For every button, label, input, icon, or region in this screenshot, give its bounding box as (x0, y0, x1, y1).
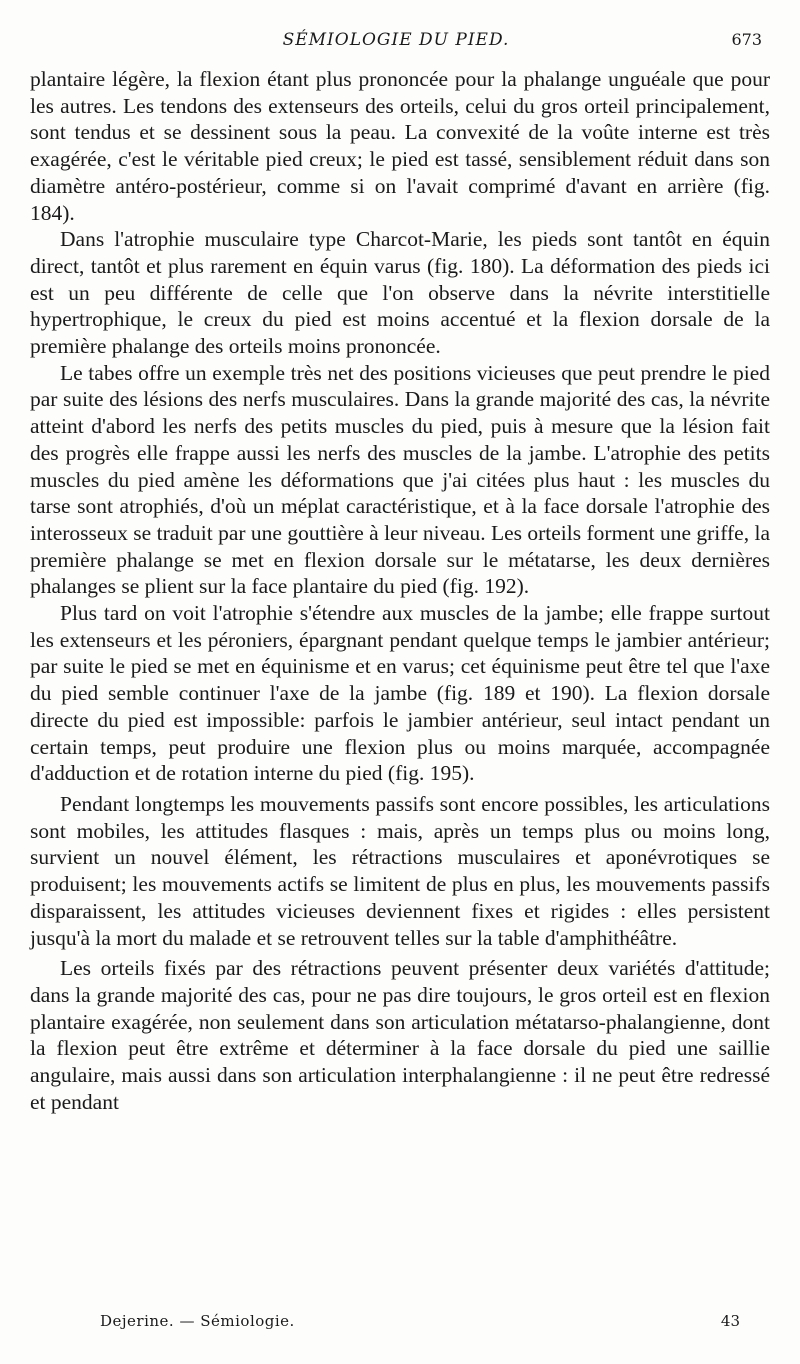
paragraph-2: Dans l'atrophie musculaire type Charcot-Marie, les pieds sont tantôt en équin direct, tantôt et plus rarement en équin varus (fig. 180). La déformation des pieds ici est un peu différente de celle que l'on observe dans la névrite interstitielle hypertrophique, le creux du pied est moins accentué et la flexion dorsale de la première phalange des orteils moins prononcée. (30, 227, 770, 359)
paragraph-5: Pendant longtemps les mouvements passifs sont encore possibles, les articulations sont mobiles, les attitudes flasques : mais, après un temps plus ou moins long, survient un nouvel élément, les rétractions musculaires et aponévrotiques se produisent; les mouvements actifs se limitent de plus en plus, les mouvements passifs disparaissent, les attitudes vicieuses deviennent fixes et rigides : elles persistent jusqu'à la mort du malade et se retrouvent telles sur la table d'amphithéâtre. (30, 791, 770, 950)
paragraph-4: Plus tard on voit l'atrophie s'étendre aux muscles de la jambe; elle frappe surtout les extenseurs et les péroniers, épargnant pendant quelque temps le jambier antérieur; par suite le pied se met en équinisme et en varus; cet équinisme peut être tel que l'axe du pied semble continuer l'axe de la jambe (fig. 189 et 190). La flexion dorsale directe du pied est impossible: parfois le jambier antérieur, seul intact pendant un certain temps, peut produire une flexion plus ou moins marquée, accompagnée d'adduction et de rotation interne du pied (fig. 195). (30, 601, 770, 786)
running-title: SÉMIOLOGIE DU PIED. (282, 30, 510, 50)
paragraph-1: plantaire légère, la flexion étant plus prononcée pour la phalange unguéale que pour les autres. Les tendons des extenseurs des orteils, celui du gros orteil principalement, sont tendus et se dessinent sous la peau. La convexité de la voûte interne est très exagérée, c'est le véritable pied creux; le pied est tassé, sensiblement réduit dans son diamètre antéro-postérieur, comme si on l'avait comprimé d'avant en arrière (fig. 184). (30, 67, 770, 225)
body-text (30, 66, 770, 1115)
page-footer (100, 1312, 740, 1332)
printer-signature: Dejerine. — Sémiologie. (100, 1312, 295, 1330)
paragraph-6: Les orteils fixés par des rétractions peuvent présenter deux variétés d'attitude; dans la grande majorité des cas, pour ne pas dire toujours, le gros orteil est en flexion plantaire exagérée, non seulement dans son articulation métatarso-phalangienne, dont la flexion peut être extrême et déterminer à la face dorsale du pied une saillie angulaire, mais aussi dans son articulation interphalangienne : il ne peut être redressé et pendant (30, 956, 770, 1114)
sheet-number: 43 (720, 1312, 740, 1330)
page-number: 673 (731, 30, 762, 49)
paragraph-3: Le tabes offre un exemple très net des positions vicieuses que peut prendre le pied par suite des lésions des nerfs musculaires. Dans la grande majorité des cas, la névrite atteint d'abord les nerfs des petits muscles du pied, puis à mesure que la lésion fait des progrès elle frappe aussi les nerfs des muscles de la jambe. L'atrophie des petits muscles du pied amène les déformations que j'ai citées plus haut : les muscles du tarse sont atrophiés, d'où un méplat caractéristique, et à la face dorsale l'atrophie des interosseux se traduit par une gouttière à leur niveau. Les orteils forment une griffe, la première phalange se met en flexion dorsale sur le métatarse, les deux dernières phalanges se plient sur la face plantaire du pied (fig. 192). (30, 360, 770, 599)
page-header (30, 30, 762, 54)
